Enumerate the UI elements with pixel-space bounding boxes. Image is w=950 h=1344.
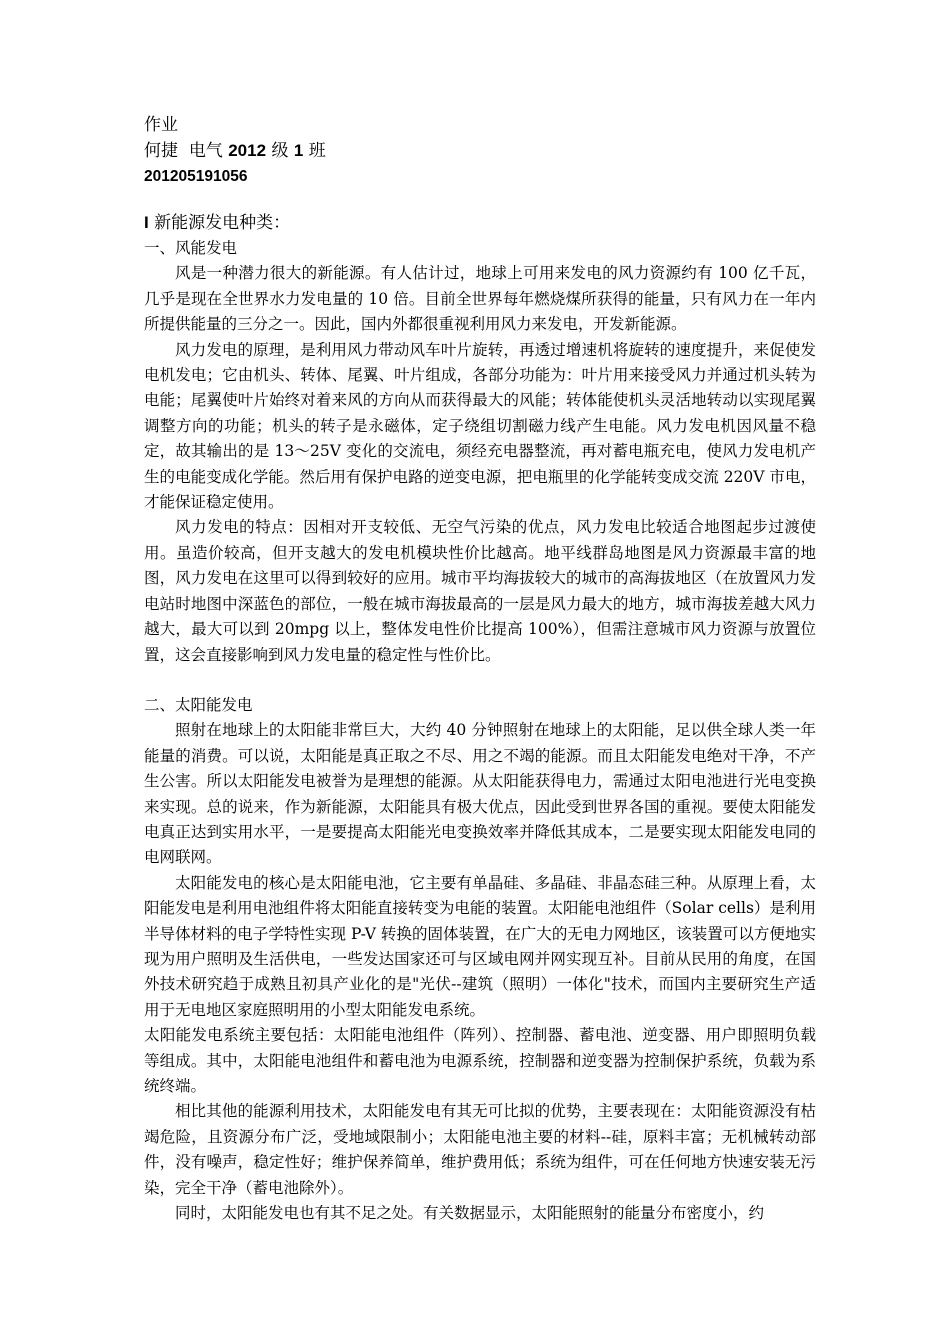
solar-paragraph-1: 照射在地球上的太阳能非常巨大，大约 40 分钟照射在地球上的太阳能，足以供全球人类一年能量的消费。可以说，太阳能是真正取之不尽、用之不竭的能源。而且太阳能发电绝对干净，不产生公害。所以太阳能发电被誉为是理想的能源。从太阳能获得电力，需通过太阳电池进行光电变换来实现。总的说来，作为新能源，太阳能具有极大优点，因此受到世界各国的重视。要使太阳能发电真正达到实用水平，一是要提高太阳能光电变换效率并降低其成本，二是要实现太阳能发电同的电网联网。 (144, 721, 816, 867)
author-line (144, 138, 816, 164)
student-id: 201205191056 (144, 168, 248, 185)
blank-line (144, 668, 816, 693)
wind-paragraph-3: 风力发电的特点：因相对开支较低、无空气污染的优点，风力发电比较适合地图起步过渡使用。虽造价较高，但开支越大的发电机模块性价比越高。地平线群岛地图是风力资源最丰富的地图，风力发电在这里可以得到较好的应用。城市平均海拔较大的城市的高海拔地区（在放置风力发电站时地图中深蓝色的部位，一般在城市海拔最高的一层是风力最大的地方，城市海拔差越大风力越大，最大可以到 20mpg 以上，整体发电性价比提高 100%），但需注意城市风力资源与放置位置，这会直接影响到风力发电量的稳定性与性价比。 (144, 518, 816, 664)
author-major: 电气 (188, 141, 223, 161)
solar-paragraph-5: 同时，太阳能发电也有其不足之处。有关数据显示，太阳能照射的能量分布密度小，约 (175, 1204, 765, 1223)
wind-heading: 一、风能发电 (144, 239, 238, 257)
document-body (144, 112, 816, 1226)
author-grade-suffix: 级 (271, 141, 289, 161)
solar-paragraph-3: 太阳能发电系统主要包括：太阳能电池组件（阵列）、控制器、蓄电池、逆变器、用户即照明负载等组成。其中，太阳能电池组件和蓄电池为电源系统，控制器和逆变器为控制保护系统，负载为系统终端。 (144, 1026, 816, 1095)
spacer (144, 190, 816, 210)
section-title-text: 新能源发电种类： (154, 213, 291, 233)
section-numeral: I (144, 213, 149, 232)
author-name: 何捷 (144, 141, 178, 161)
solar-paragraph-2: 太阳能发电的核心是太阳能电池，它主要有单晶硅、多晶硅、非晶态硅三种。从原理上看，太阳能发电是利用电池组件将太阳能直接转变为电能的装置。太阳能电池组件（Solar cells）是利用半导体材料的电子学特性实现 P-V 转换的固体装置，在广大的无电力网地区，该装置可以方便地实现为用户照明及生活供电，一些发达国家还可与区域电网并网实现互补。目前从民用的角度，在国外技术研究趋于成熟且初具产业化的是"光伏--建筑（照明）一体化"技术，而国内主要研究生产适用于无电地区家庭照明用的小型太阳能发电系统。 (144, 873, 816, 1019)
author-class-suffix: 班 (308, 141, 326, 161)
author-class-number: 1 (293, 141, 304, 160)
solar-paragraph-4: 相比其他的能源利用技术，太阳能发电有其无可比拟的优势，主要表现在：太阳能资源没有枯竭危险，且资源分布广泛，受地域限制小；太阳能电池主要的材料--硅，原料丰富；无机械转动部件，没有噪声，稳定性好；维护保养简单，维护费用低；系统为组件，可在任何地方快速安装无污染，完全干净（蓄电池除外）。 (144, 1102, 816, 1197)
document-title: 作业 (144, 115, 178, 135)
solar-heading: 二、太阳能发电 (144, 695, 253, 714)
section-heading (144, 210, 816, 236)
wind-paragraph-2: 风力发电的原理，是利用风力带动风车叶片旋转，再透过增速机将旋转的速度提升，来促使发电机发电；它由机头、转体、尾翼、叶片组成，各部分功能为：叶片用来接受风力并通过机头转为电能；尾翼使叶片始终对着来风的方向从而获得最大的风能；转体能使机头灵活地转动以实现尾翼调整方向的功能；机头的转子是永磁体，定子绕组切割磁力线产生电能。风力发电机因风量不稳定，故其输出的是 13～25V 变化的交流电，须经充电器整流，再对蓄电瓶充电，使风力发电机产生的电能变成化学能。然后用有保护电路的逆变电源，把电瓶里的化学能转变成交流 220V 市电，才能保证稳定使用。 (144, 340, 816, 512)
author-year: 2012 (228, 141, 267, 160)
wind-paragraph-1: 风是一种潜力很大的新能源。有人估计过，地球上可用来发电的风力资源约有 100 亿千瓦，几乎是现在全世界水力发电量的 10 倍。目前全世界每年燃烧煤所获得的能量，只有风力在一年内所提供能量的三分之一。因此，国内外都很重视利用风力来发电，开发新能源。 (144, 264, 816, 334)
